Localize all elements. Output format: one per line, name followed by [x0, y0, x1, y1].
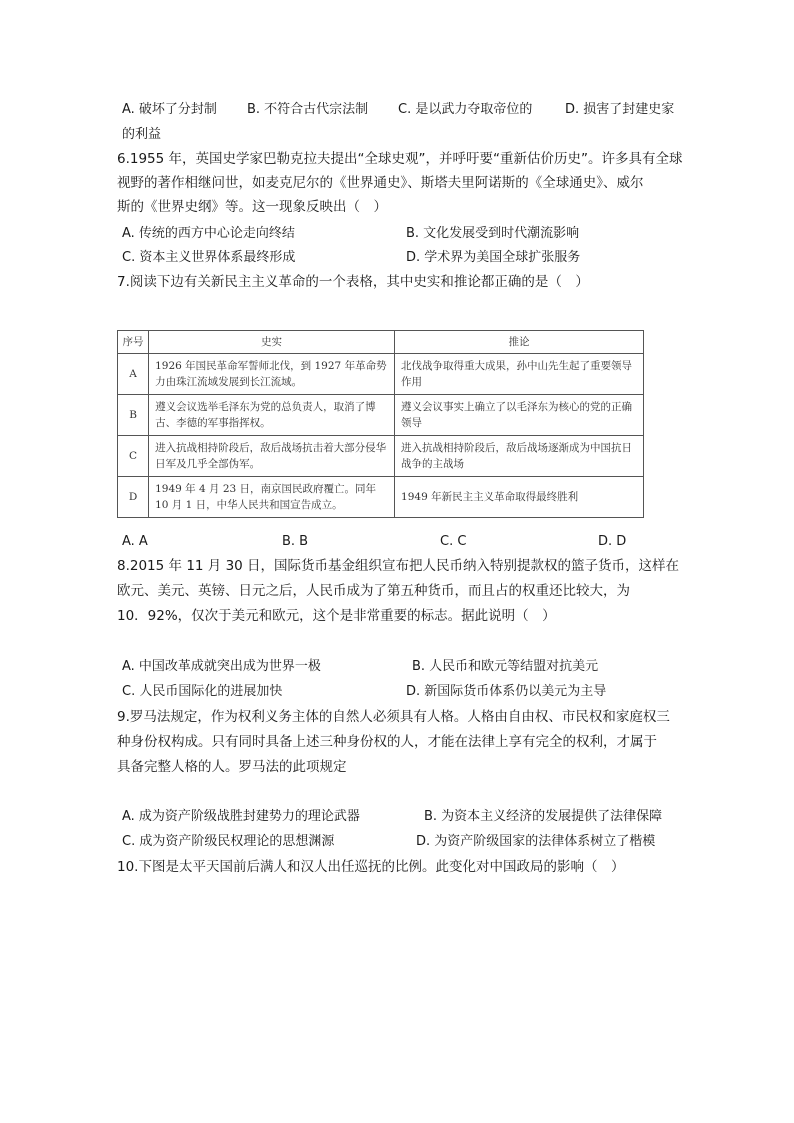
q8-stem-line-2: 欧元、美元、英镑、日元之后，人民币成为了第五种货币，而且占的权重还比较大，为 [117, 583, 630, 599]
q6-stem-line-2: 视野的著作相继问世，如麦克尼尔的《世界通史》、斯塔夫里阿诺斯的《全球通史》、威尔 [117, 175, 644, 191]
q6-stem-line-3: 斯的《世界史纲》等。这一现象反映出（ ） [117, 199, 387, 215]
table-header-inference: 推论 [395, 331, 644, 354]
q9-stem-line-1: 9.罗马法规定，作为权利义务主体的自然人必须具有人格。人格由自由权、市民权和家庭权三 [117, 709, 670, 725]
q5-option-d: D. 损害了封建史家 [565, 102, 675, 117]
table-header-index: 序号 [118, 331, 149, 354]
q7-option-b: B. B [282, 534, 309, 549]
table-cell-fact: 1926 年国民革命军誓师北伐，到 1927 年革命势力由珠江流域发展到长江流域。 [149, 354, 395, 395]
q6-stem-line-1: 6.1955 年，英国史学家巴勒克拉夫提出“全球史观”，并呼吁要“重新估价历史”。许多具有全球 [117, 151, 683, 167]
table-cell-inference: 北伐战争取得重大成果，孙中山先生起了重要领导作用 [395, 354, 644, 395]
q6-option-b: B. 文化发展受到时代潮流影响 [406, 226, 580, 241]
table-cell-fact: 遵义会议选举毛泽东为党的总负责人，取消了博古、李德的军事指挥权。 [149, 395, 395, 436]
q9-option-c: C. 成为资产阶级民权理论的思想渊源 [122, 834, 335, 849]
q9-option-a: A. 成为资产阶级战胜封建势力的理论武器 [122, 809, 360, 824]
table-cell-id: C [118, 436, 149, 477]
q7-stem: 7.阅读下边有关新民主主义革命的一个表格，其中史实和推论都正确的是（ ） [117, 274, 589, 290]
q8-stem-line-1: 8.2015 年 11 月 30 日，国际货币基金组织宣布把人民币纳入特别提款权的篮子货币，这样在 [117, 558, 680, 574]
table-cell-fact: 进入抗战相持阶段后，敌后战场抗击着大部分侵华日军及几乎全部伪军。 [149, 436, 395, 477]
table-cell-inference: 遵义会议事实上确立了以毛泽东为核心的党的正确领导 [395, 395, 644, 436]
table-cell-inference: 1949 年新民主主义革命取得最终胜利 [395, 477, 644, 518]
q10-stem: 10.下图是太平天国前后满人和汉人出任巡抚的比例。此变化对中国政局的影响（ ） [117, 859, 625, 875]
q5-option-d-continued: 的利益 [122, 127, 162, 142]
q5-option-b: B. 不符合古代宗法制 [247, 102, 369, 117]
table-cell-id: A [118, 354, 149, 395]
q9-option-b: B. 为资本主义经济的发展提供了法律保障 [424, 809, 663, 824]
table-row [118, 436, 644, 477]
q8-option-c: C. 人民币国际化的进展加快 [122, 684, 283, 699]
q7-option-d: D. D [598, 534, 627, 549]
q9-stem-line-3: 具备完整人格的人。罗马法的此项规定 [117, 759, 347, 775]
table-cell-id: B [118, 395, 149, 436]
q9-option-d: D. 为资产阶级国家的法律体系树立了楷模 [416, 834, 656, 849]
q6-option-a: A. 传统的西方中心论走向终结 [122, 226, 295, 241]
q6-option-d: D. 学术界为美国全球扩张服务 [406, 250, 581, 265]
table-header-row [118, 331, 644, 354]
table-header-fact: 史实 [149, 331, 395, 354]
table-cell-fact: 1949 年 4 月 23 日，南京国民政府覆亡。同年 10 月 1 日，中华人民共和国宣告成立。 [149, 477, 395, 518]
q8-option-b: B. 人民币和欧元等结盟对抗美元 [412, 659, 599, 674]
q5-option-c: C. 是以武力夺取帝位的 [398, 102, 533, 117]
table-row [118, 395, 644, 436]
q6-option-c: C. 资本主义世界体系最终形成 [122, 250, 296, 265]
q5-option-a: A. 破坏了分封制 [122, 102, 217, 117]
q9-stem-line-2: 种身份权构成。只有同时具备上述三种身份权的人，才能在法律上享有完全的权利，才属于 [117, 734, 657, 750]
table-row [118, 477, 644, 518]
q7-option-a: A. A [122, 534, 148, 549]
q7-option-c: C. C [440, 534, 467, 549]
q8-option-a: A. 中国改革成就突出成为世界一极 [122, 659, 321, 674]
table-cell-inference: 进入抗战相持阶段后，敌后战场逐渐成为中国抗日战争的主战场 [395, 436, 644, 477]
q7-table [117, 330, 644, 518]
q8-option-d: D. 新国际货币体系仍以美元为主导 [406, 684, 607, 699]
q8-stem-line-3: 10．92%，仅次于美元和欧元，这个是非常重要的标志。据此说明（ ） [117, 608, 556, 624]
table-row [118, 354, 644, 395]
table-cell-id: D [118, 477, 149, 518]
